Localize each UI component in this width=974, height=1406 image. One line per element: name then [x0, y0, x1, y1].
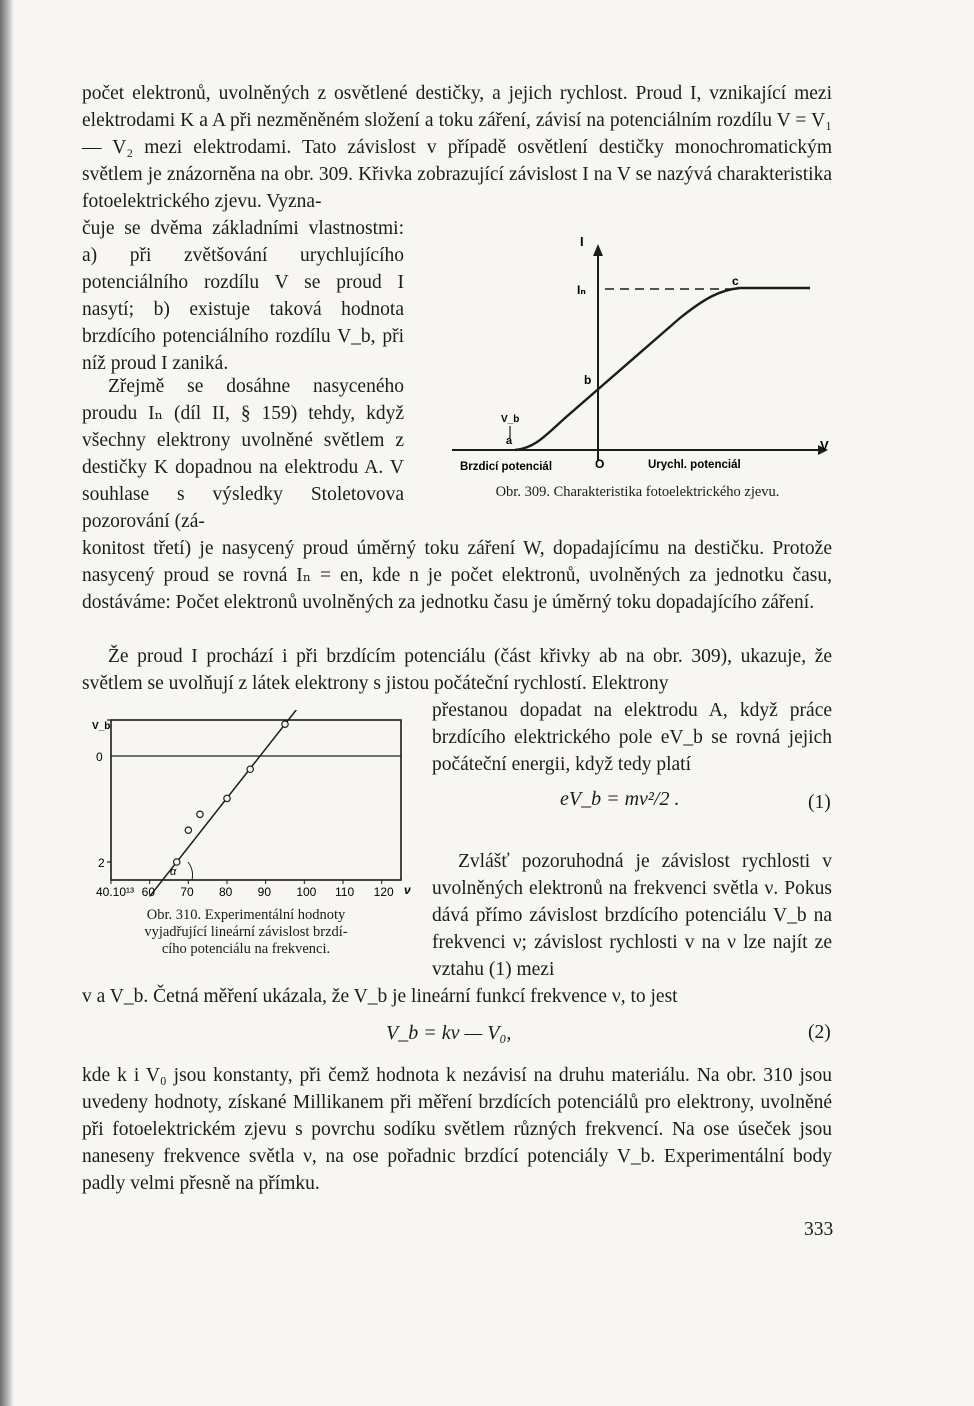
paragraph-2-narrow: Zřejmě se dosáhne nasyceného proudu Iₙ (díl II, § 159) tehdy, když všechny elektrony uvolněné světlem z destičky K dopadnou na elektrodu A. V souhlase s výsledky Stoletovova pozorování (zá- — [82, 376, 404, 532]
fig310-label-nu: ν — [404, 883, 411, 897]
fig310-caption-line-2: vyjadřující lineární závislost brzdí- — [144, 924, 348, 940]
page-number: 333 — [804, 1219, 834, 1240]
fig309-label-b: b — [584, 373, 592, 387]
fig309-label-v: V — [820, 438, 829, 453]
page-binding-shadow — [0, 0, 14, 1406]
paragraph-5: kde k i V₀ jsou konstanty, při čemž hodnota k nezávisí na druhu materiálu. Na obr. 310 jsou uvedeny hodnoty, získané Millikanem při měření brzdících potenciálů pro elektrony, uvolněné při fotoelektrickém zjevu s povrchu sodíku světlem různých frekvencí. Na ose úseček jsou naneseny frekvence světla ν, na ose pořadnic brzdící potenciály V_b. Experimentální body padly velmi přesně na přímku. — [82, 1065, 832, 1194]
paragraph-3-right: přestanou dopadat na elektrodu A, když práce brzdícího elektrického pole eV_b se rovná jejich počáteční energii, když tedy platí — [432, 700, 832, 775]
equation-2: V_b = kν — V₀, — [386, 1022, 512, 1044]
paragraph-4-right: Zvlášť pozoruhodná je závislost rychlosti v uvolněných elektronů na frekvenci světla ν. Pokus dává přímo závislost brzdícího potenciálu V_b na frekvenci ν; závislost rychlosti v na ν lze najít ze vztahu (1) mezi — [432, 851, 832, 980]
fig310-caption-line-3: cího potenciálu na frekvenci. — [161, 941, 331, 957]
figure-309-caption: Obr. 309. Charakteristika fotoelektrického zjevu. — [495, 484, 780, 500]
fig310-x-tick-label: 80 — [219, 885, 233, 899]
figure-309-diagram — [440, 226, 835, 481]
fig310-fit-line — [150, 710, 390, 896]
fig310-x-tick-label: 40.10¹³ — [96, 885, 135, 899]
figure-310-caption — [86, 907, 406, 958]
fig309-characteristic-curve — [515, 288, 810, 450]
paragraph-2-continued: konitost třetí) je nasycený proud úměrný toku záření W, dopadajícímu na destičku. Protože nasycený proud se rovná Iₙ = en, kde n je počet elektronů, uvolněných za jednotku času, dostáváme: Počet elektronů uvolněných za jednotku času je úměrný toku dopadajícího záření. — [82, 538, 832, 613]
fig309-label-origin: O — [595, 457, 605, 471]
fig310-x-tick-label: 100 — [296, 885, 317, 899]
fig310-marks — [150, 710, 390, 896]
fig309-label-a: a — [506, 435, 513, 447]
equation-1: eV_b = mv²/2 . — [560, 788, 680, 810]
fig310-x-tick-label: 70 — [180, 885, 194, 899]
fig310-angle-arc — [188, 862, 193, 880]
fig310-label-vb: V_b — [92, 721, 111, 732]
fig309-label-c: c — [732, 274, 739, 288]
paragraph-1: počet elektronů, uvolněných z osvětlené destičky, a jejich rychlost. Proud I, vznikající mezi elektrodami K a A při nezměněném složení a toku záření, závisí na potenciálním rozdílu V = V₁ — V₂ mezi elektrodami. Tato závislost v případě osvětlení destičky monochromatickým světlem je znázorněna na obr. 309. Křivka zobrazující závislost I na V se nazývá charakteristika fotoelektrického zjevu. Vyzna- — [82, 83, 832, 212]
fig310-label-alpha: α — [170, 866, 177, 878]
fig310-x-tick-label: 110 — [335, 885, 355, 899]
fig309-label-in: Iₙ — [577, 283, 586, 297]
paragraph-1-narrow: čuje se dvěma základními vlastnostmi: a) při zvětšování urychlujícího potenciálního rozdílu V se proud I nasytí; b) existuje taková hodnota brzdícího potenciálního rozdílu V_b, při níž proud I zaniká. — [82, 218, 404, 374]
fig310-x-ticks — [96, 880, 394, 899]
fig310-data-point — [197, 811, 203, 817]
paragraph-3: Že proud I prochází i při brzdícím potenciálu (část křivky ab na obr. 309), ukazuje, že světlem se uvolňují z látek elektrony s jistou počáteční rychlostí. Elektrony — [82, 646, 832, 694]
fig310-data-point — [224, 795, 230, 801]
fig309-i-axis-arrow — [593, 244, 603, 256]
equation-2-number: (2) — [808, 1022, 831, 1043]
fig310-caption-line-1: Obr. 310. Experimentální hodnoty — [146, 907, 346, 923]
fig310-data-point — [247, 766, 253, 772]
fig309-label-i: I — [580, 234, 584, 249]
fig310-x-tick-label: 90 — [257, 885, 272, 899]
fig309-label-vb: V_b — [501, 414, 520, 425]
fig310-data-point — [185, 827, 191, 833]
equation-1-number: (1) — [808, 792, 831, 813]
fig310-x-tick-label: 120 — [373, 885, 394, 899]
fig310-data-point — [174, 859, 180, 865]
fig310-label-two: 2 — [98, 856, 105, 870]
fig309-label-urychl: Urychl. potenciál — [648, 459, 741, 471]
fig309-label-brzdici: Brzdicí potenciál — [460, 461, 553, 473]
fig310-x-tick-label: 60 — [141, 885, 156, 899]
fig310-label-zero: 0 — [96, 750, 103, 764]
figure-310-chart — [86, 710, 422, 906]
fig310-plot-frame — [111, 720, 401, 880]
fig310-data-point — [282, 721, 288, 727]
paragraph-4-continued: v a V_b. Četná měření ukázala, že V_b je lineární funkcí frekvence ν, to jest — [82, 986, 678, 1007]
